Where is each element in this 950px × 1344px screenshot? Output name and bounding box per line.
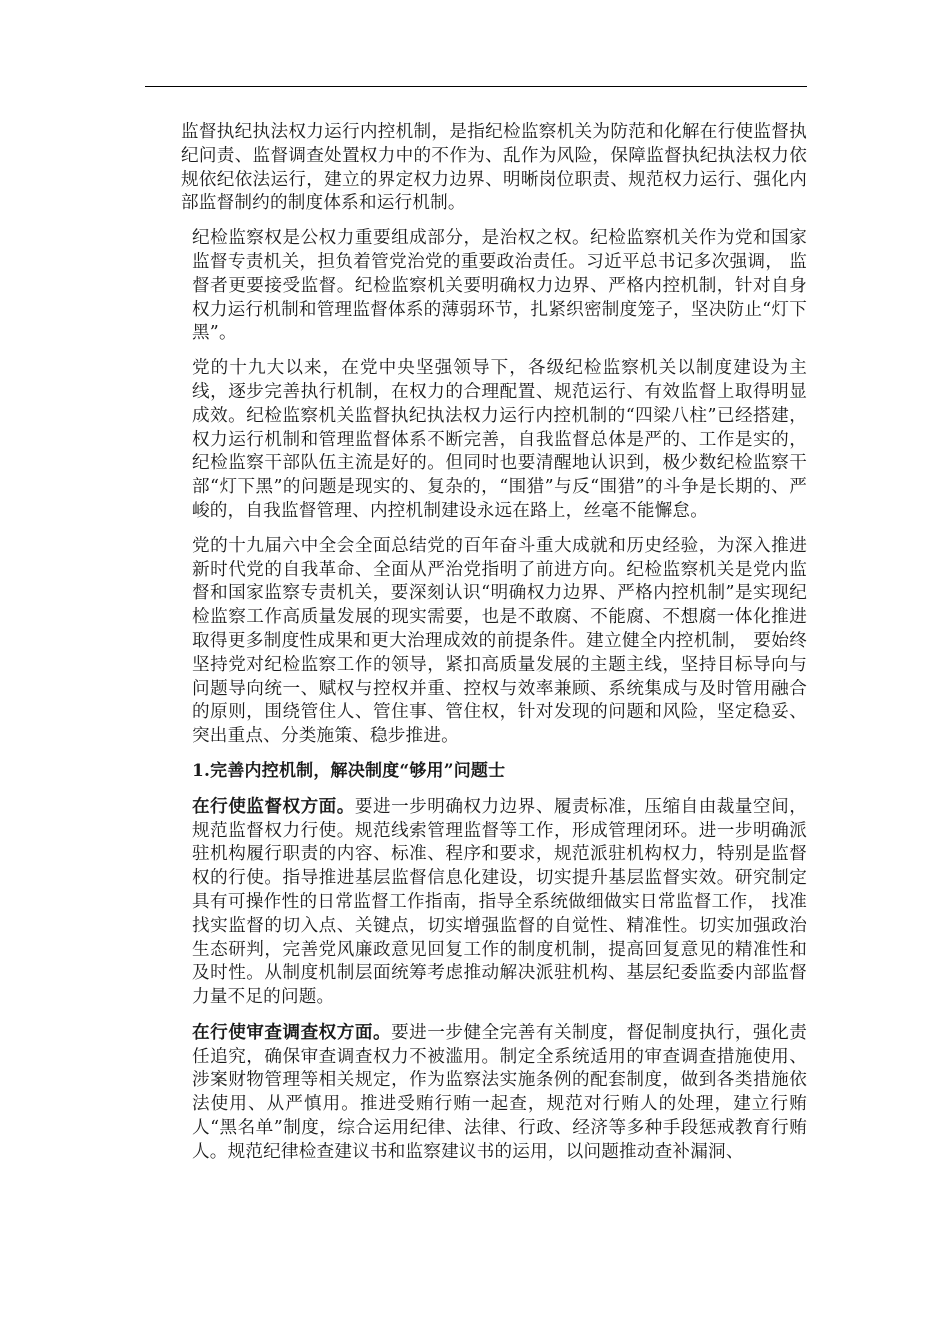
paragraph-sixth-plenary: 党的十九届六中全会全面总结党的百年奋斗重大成就和历史经验，为深入推进新时代党的自我革命、全面从严治党指明了前进方向。纪检监察机关是党内监督和国家监察专责机关，要深刻认识“明确权力边界、严格内控机制”是实现纪检监察工作高质量发展的现实需要，也是不敢腐、不能腐、不想腐一体化推进取得更多制度性成果和更大治理成效的前提条件。建立健全内控机制， 要始终坚持党对纪检监察工作的领导，紧扣高质量发展的主题主线，坚持目标导向与问题导向统一、赋权与控权并重、控权与效率兼顾、系统集成与及时管用融合的原则，围绕管住人、管住事、管住权，针对发现的问题和风险，坚定稳妥、突出重点、分类施策、稳步推进。 xyxy=(192,535,807,747)
investigation-body: 要进一步健全完善有关制度，督促制度执行，强化责任追究，确保审查调查权力不被滥用。制定全系统适用的审查调查措施使用、涉案财物管理等相关规定，作为监察法实施条例的配套制度，做到各类措施依法使用、从严慎用。推进受贿行贿一起查，规范对行贿人的处理，建立行贿人“黑名单”制度，综合运用纪律、法律、行政、经济等多种手段惩戒教育行贿人。规范纪律检查建议书和监察建议书的运用，以问题推动查补漏洞、 xyxy=(192,1022,808,1162)
paragraph-intro: 监督执纪执法权力运行内控机制，是指纪检监察机关为防范和化解在行使监督执纪问责、监督调查处置权力中的不作为、乱作为风险，保障监督执纪执法权力依规依纪依法运行，建立的界定权力边界、明晰岗位职责、规范权力运行、强化内部监督制约的制度体系和运行机制。 xyxy=(181,122,807,214)
section-heading: 1.完善内控机制，解决制度“够用”问题士 xyxy=(192,760,506,781)
paragraph-discipline-power: 纪检监察权是公权力重要组成部分，是治权之权。纪检监察机关作为党和国家监督专责机关，担负着管党治党的重要政治责任。习近平总书记多次强调， 监督者更要接受监督。纪检监察机关要明确权力边界、严格内控机制，针对自身权力运行机制和管理监督体系的薄弱环节，扎紧织密制度笼子，坚决防止“灯下黑”。 xyxy=(192,228,807,344)
document-body xyxy=(145,121,807,1176)
supervision-lead: 在行使监督权方面。 xyxy=(192,795,355,817)
supervision-body: 要进一步明确权力边界、履责标准，压缩自由裁量空间，规范监督权力行使。规范线索管理监督等工作，形成管理闭环。进一步明确派驻机构履行职责的内容、标准、程序和要求，规范派驻机构权力，特别是监督权的行使。指导推进基层监督信息化建设，切实提升基层监督实效。研究制定具有可操作性的日常监督工作指南，指导全系统做细做实日常监督工作， 找准找实监督的切入点、关键点，切实增强监督的自觉性、精准性。切实加强政治生态研判，完善党风廉政意见回复工作的制度机制，提高回复意见的精准性和及时性。从制度机制层面统筹考虑推动解决派驻机构、基层纪委监委内部监督力量不足的问题。 xyxy=(192,796,807,1008)
header-rule xyxy=(145,86,807,87)
paragraph-supervision-power xyxy=(145,795,807,1010)
investigation-lead: 在行使审查调查权方面。 xyxy=(192,1021,392,1043)
paragraph-investigation-power xyxy=(145,1021,807,1165)
paragraph-since-19th-congress: 党的十九大以来，在党中央坚强领导下，各级纪检监察机关以制度建设为主线，逐步完善执行机制，在权力的合理配置、规范运行、有效监督上取得明显成效。纪检监察机关监督执纪执法权力运行内控机制的“四梁八柱”已经搭建，权力运行机制和管理监督体系不断完善，自我监督总体是严的、工作是实的，纪检监察干部队伍主流是好的。但同时也要清醒地认识到，极少数纪检监察干部“灯下黑”的问题是现实的、复杂的，“围猎”与反“围猎”的斗争是长期的、严峻的，自我监督管理、内控机制建设永远在路上，丝毫不能懈怠。 xyxy=(192,358,807,521)
